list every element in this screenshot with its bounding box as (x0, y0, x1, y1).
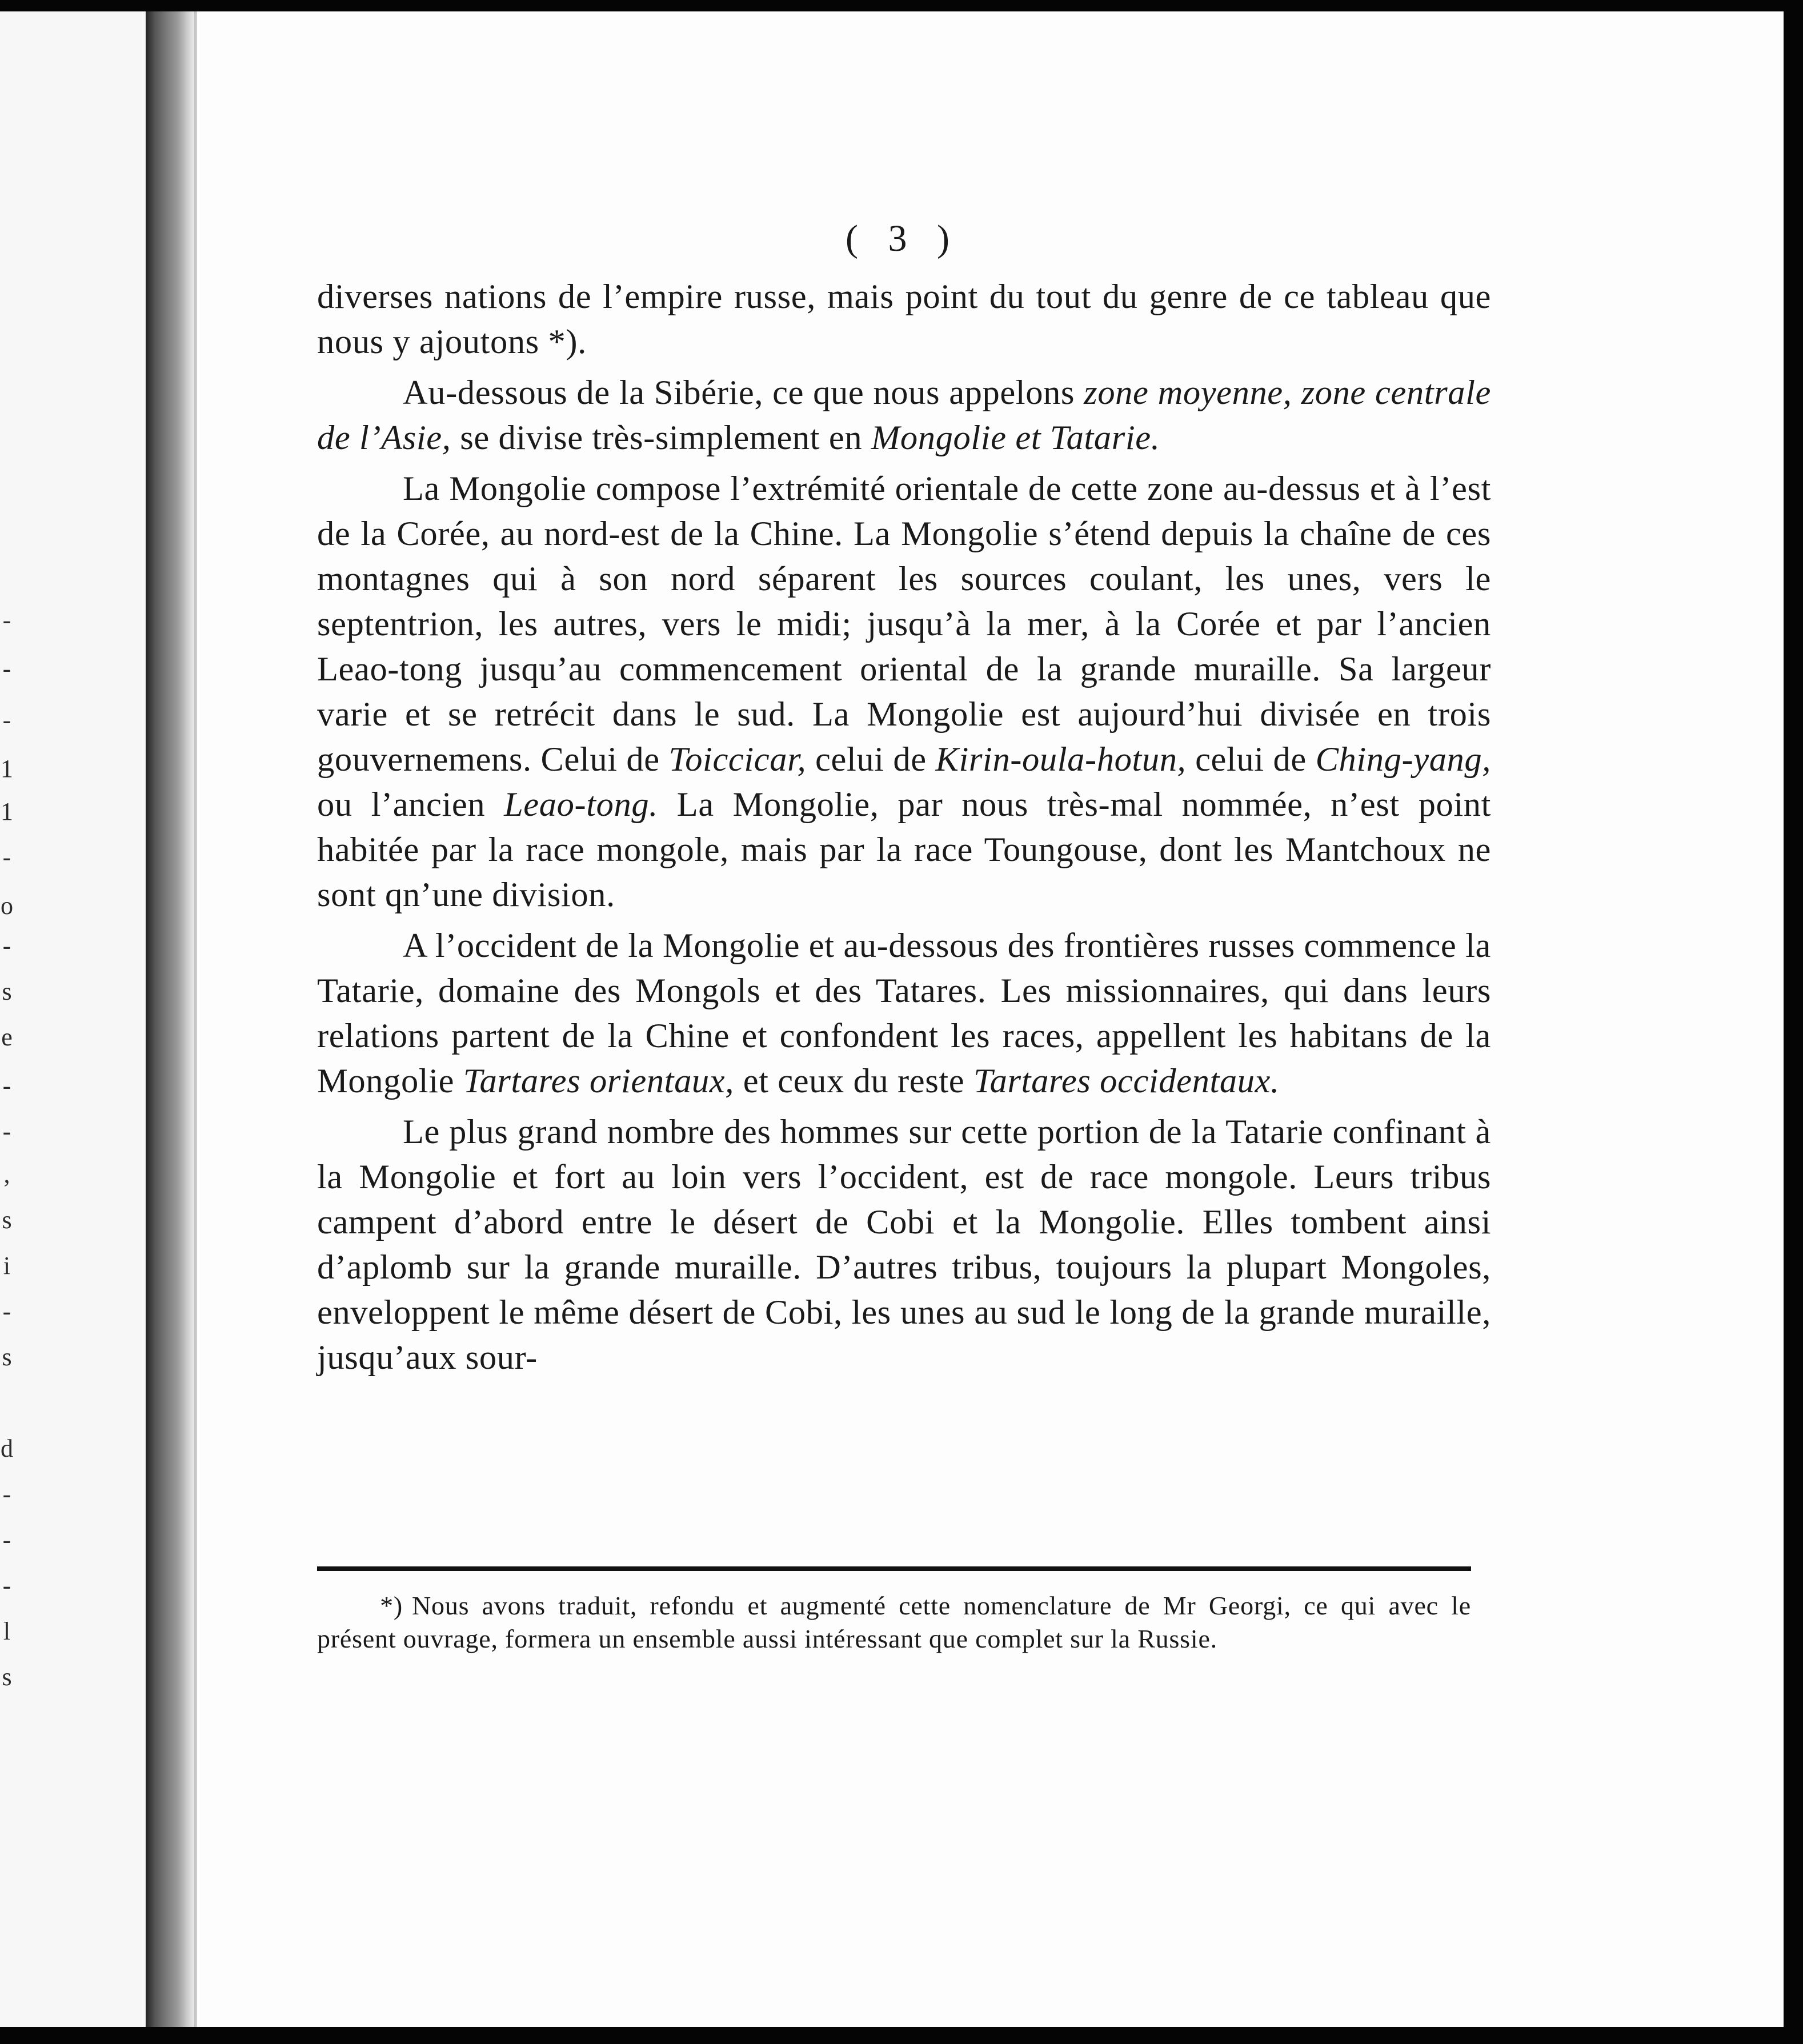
paragraph-2-italic-regions: Mongolie et Tatarie. (871, 419, 1160, 457)
facing-page-glyph: o (1, 892, 13, 920)
paragraph-2-text: Au-dessous de la Sibérie, ce que nous appelons (403, 374, 1084, 412)
facing-page-glyph: s (2, 977, 12, 1005)
facing-page-glyph: - (2, 932, 11, 960)
paragraph-4-italic-occidentaux: Tartares occidentaux. (973, 1062, 1280, 1100)
paragraph-3-italic-kirin: Kirin-oula-hotun, (935, 740, 1187, 779)
scan-border-bottom (0, 2027, 1803, 2044)
facing-page-glyph: - (2, 1297, 11, 1325)
footnote-mark: *) (380, 1591, 403, 1620)
facing-page-glyph: - (2, 706, 11, 734)
paragraph-1 (317, 274, 1491, 364)
facing-page-glyph: - (2, 1572, 11, 1600)
paragraph-4-italic-orientaux: Tartares orientaux, (463, 1062, 734, 1100)
facing-page-edge (0, 11, 146, 2027)
paragraph-3-text-cont: celui de (806, 740, 936, 779)
facing-page-glyph: i (3, 1252, 11, 1280)
facing-page-glyph: d (1, 1434, 13, 1462)
paragraph-4 (317, 923, 1491, 1104)
paragraph-3-text-cont: ou l’ancien (317, 785, 504, 824)
paragraph-5-text: Le plus grand nombre des hommes sur cette portion de la Tatarie confinant à la Mongolie et fort au loin vers l’occident, est de race mongole. Leurs tribus campent d’abord entre le désert de Cobi et la Mongolie. Elles tombent ainsi d’aplomb sur la grande muraille. D’autres tribus, toujours la plupart Mongoles, enveloppent le même désert de Cobi, les unes au sud le long de la grande muraille, jusqu’aux sour- (317, 1113, 1491, 1377)
book-gutter (146, 11, 197, 2027)
paragraph-2 (317, 370, 1491, 460)
paragraph-5 (317, 1109, 1491, 1380)
facing-page-glyph: l (3, 1617, 11, 1645)
facing-page-glyph: s (2, 1663, 12, 1691)
scan-border-right (1784, 0, 1803, 2044)
paragraph-3 (317, 466, 1491, 917)
facing-page-glyph: s (2, 1343, 12, 1371)
facing-page-glyph: - (2, 1480, 11, 1508)
footnote-text: Nous avons traduit, refondu et augmenté cette nomenclature de Mr Georgi, ce qui avec le présent ouvrage, formera un ensemble aussi intéressant que complet sur la Russie. (317, 1591, 1471, 1653)
facing-page-glyph: - (2, 655, 11, 683)
facing-page-glyph: e (1, 1023, 13, 1051)
facing-page-glyph: - (2, 843, 11, 871)
paragraph-3-text-cont: celui de (1186, 740, 1316, 779)
page-number: ( 3 ) (846, 218, 960, 259)
paragraph-3-italic-ching-yang: Ching-yang, (1315, 740, 1491, 779)
facing-page-glyph: , (3, 1160, 10, 1188)
paragraph-2-text-cont: se divise très-simplement en (451, 419, 871, 457)
facing-page-glyph: - (2, 606, 11, 634)
body-text (317, 274, 1491, 1386)
facing-page-glyph: - (2, 1072, 11, 1100)
facing-page-glyph: - (2, 1526, 11, 1554)
paragraph-2-italic-zone: zone moyenne, zone centrale de l’Asie, (317, 374, 1491, 457)
facing-page-glyph: s (2, 1206, 12, 1234)
paragraph-4-text-cont: et ceux du reste (734, 1062, 973, 1100)
facing-page-glyph: - (2, 1117, 11, 1145)
paragraph-3-text-end: La Mongolie, par nous très-mal nommée, n’est point habitée par la race mongole, mais par la race Toungouse, dont les Mantchoux ne sont qn’une division. (317, 785, 1491, 914)
footnote-rule (317, 1566, 1471, 1571)
paragraph-3-italic-leao-tong: Leao-tong. (504, 785, 658, 824)
paragraph-4-text: A l’occident de la Mongolie et au-dessous des frontières russes commence la Tatarie, domaine des Mongols et des Tatares. Les missionnaires, qui dans leurs relations partent de la Chine et confondent les races, appellent les habitans de la Mongolie (317, 927, 1491, 1100)
paragraph-3-text: La Mongolie compose l’extrémité orientale de cette zone au-dessus et à l’est de la Corée, au nord-est de la Chine. La Mongolie s’étend depuis la chaîne de ces montagnes qui à son nord séparent les sources coulant, les unes, vers le septentrion, les autres, vers le midi; jusqu’à la mer, à la Corée et par l’ancien Leao-tong jusqu’au commencement oriental de la grande muraille. Sa largeur varie et se retrécit dans le sud. La Mongolie est aujourd’hui divisée en trois gouvernemens. Celui de (317, 470, 1491, 779)
paragraph-3-italic-toiccicar: Toiccicar, (668, 740, 807, 779)
footnote (317, 1589, 1471, 1656)
facing-page-glyph: 1 (1, 797, 13, 825)
scan-border-top (0, 0, 1803, 11)
facing-page-glyph: 1 (1, 755, 13, 783)
paragraph-1-text: diverses nations de l’empire russe, mais point du tout du genre de ce tableau que nous y ajoutons *). (317, 278, 1491, 361)
